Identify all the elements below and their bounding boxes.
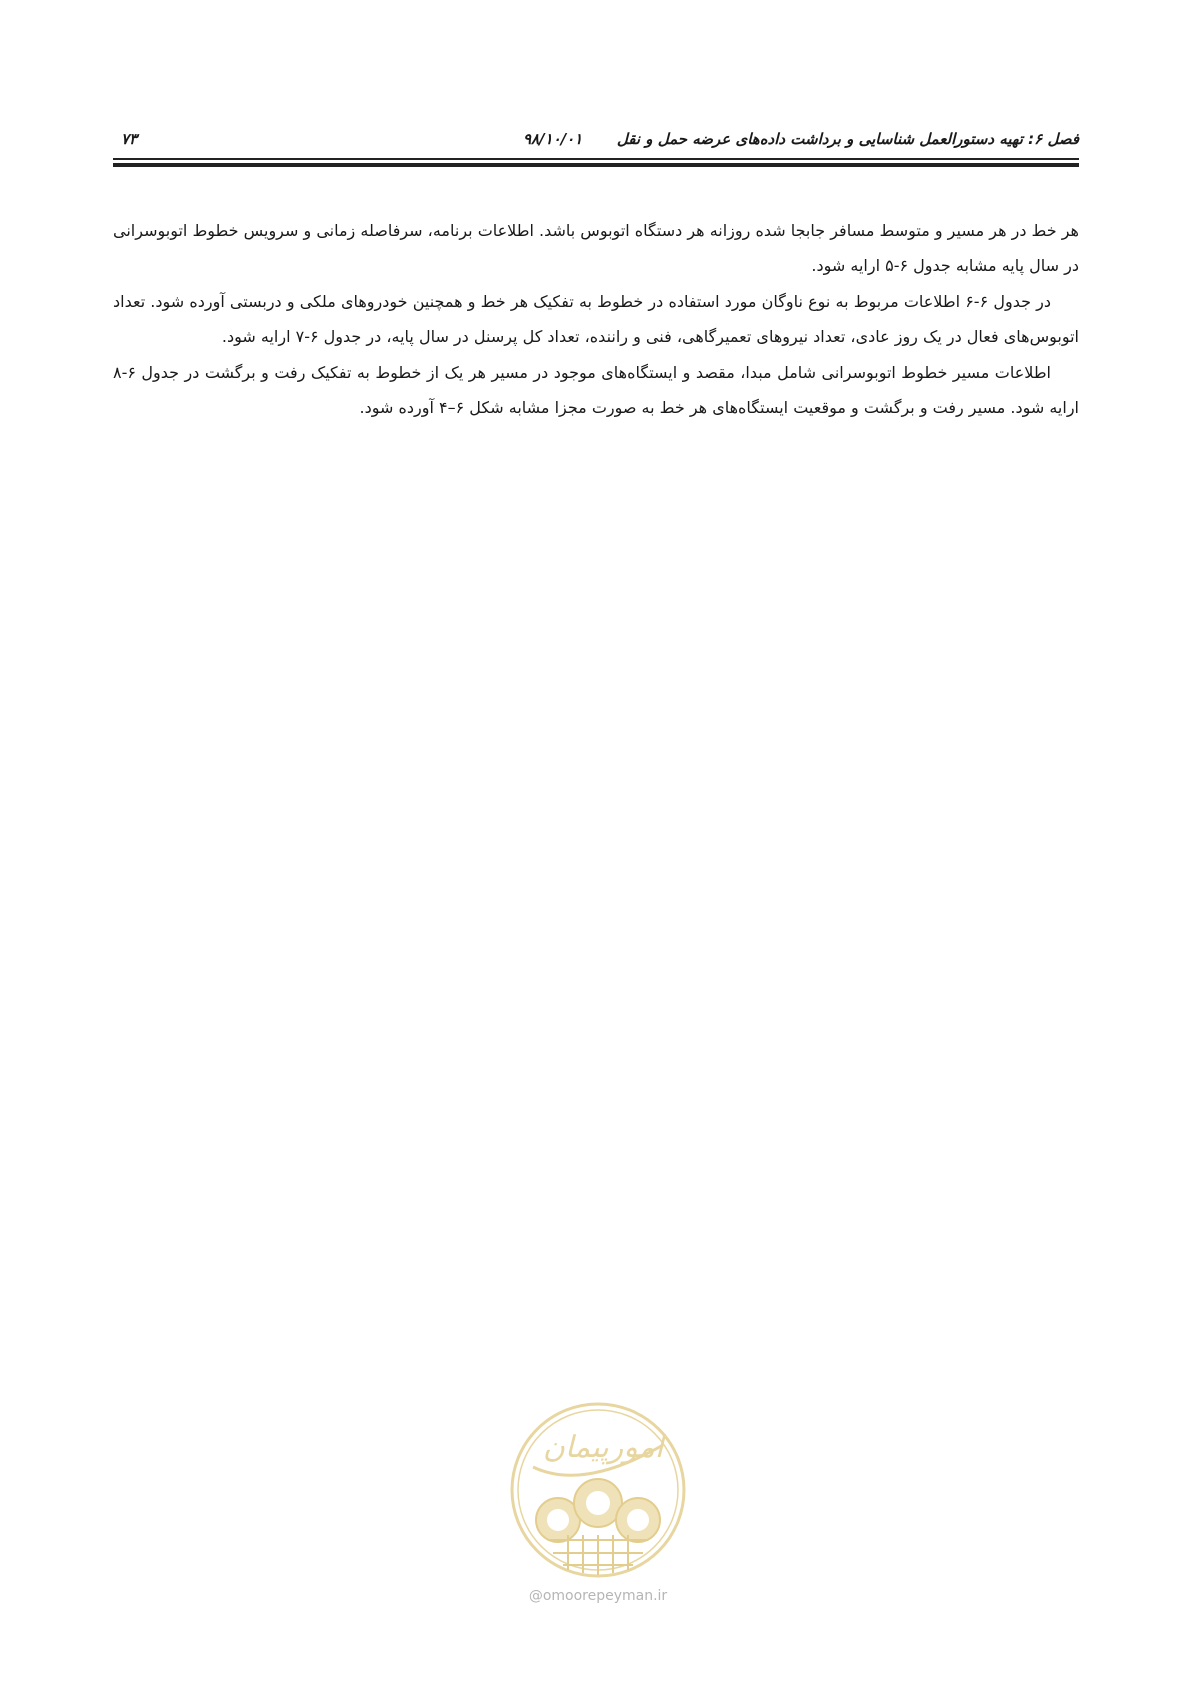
page-header [113, 126, 1079, 156]
header-rule-thick [113, 163, 1079, 167]
body-text [113, 214, 1079, 427]
watermark-logo [503, 1395, 693, 1585]
chapter-title: فصل ۶: تهیه دستورالعمل شناسایی و برداشت داده‌های عرضه حمل و نقل [616, 130, 1079, 148]
at-icon: @ [528, 1588, 543, 1604]
header-rule-thin [113, 158, 1079, 160]
watermark-logo-text: امورپیمان [542, 1430, 664, 1465]
watermark-url: @omoorepeyman.ir [528, 1588, 668, 1604]
paragraph-2: در جدول ۶-۶ اطلاعات مربوط به نوع ناوگان مورد استفاده در خطوط به تفکیک هر خط و همچنین خودروهای ملکی و دربستی آورده شود. تعداد اتوبوس‌های فعال در یک روز عادی، تعداد نیروهای تعمیرگاهی، فنی و راننده، تعداد کل پرسنل در سال پایه، در جدول ۶-۷ ارایه شود. [113, 292, 1079, 346]
page-number: ۷۳ [121, 130, 138, 148]
paragraph-1: هر خط در هر مسیر و متوسط مسافر جابجا شده روزانه هر دستگاه اتوبوس باشد. اطلاعات برنامه، سرفاصله زمانی و سرویس خطوط اتوبوسرانی در سال پایه مشابه جدول ۶-۵ ارایه شود. [113, 221, 1079, 275]
paragraph-3: اطلاعات مسیر خطوط اتوبوسرانی شامل مبدا، مقصد و ایستگاه‌های موجود در مسیر هر یک از خطوط به تفکیک رفت و برگشت در جدول ۶-۸ ارایه شود. مسیر رفت و برگشت و موقعیت ایستگاه‌های هر خط به صورت مجزا مشابه شکل ۶–۴ آورده شود. [113, 363, 1079, 417]
header-date: ۹۸/۱۰/۰۱ [523, 130, 583, 148]
